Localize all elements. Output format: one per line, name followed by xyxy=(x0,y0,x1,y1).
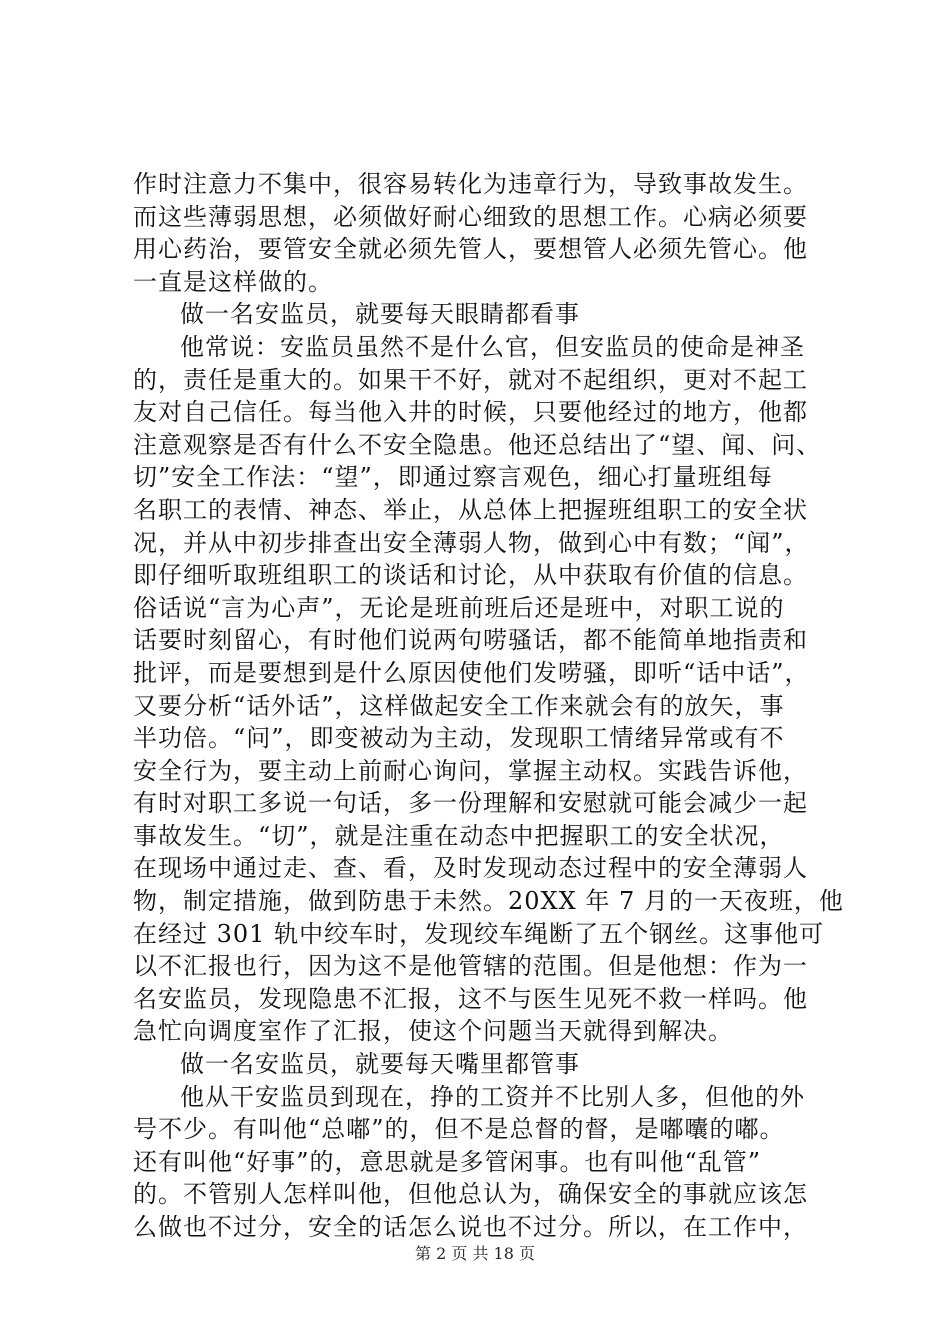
text-line: 名职工的表情、神态、举止，从总体上把握班组职工的安全状 xyxy=(133,495,808,524)
paragraph-start: 他从干安监员到现在，挣的工资并不比别人多，但他的外 xyxy=(180,1082,805,1111)
text-line: 友对自己信任。每当他入井的时候，只要他经过的地方，他都 xyxy=(133,398,808,427)
text-line: 号不少。有叫他“总嘟”的，但不是总督的督，是嘟囔的嘟。 xyxy=(133,1115,785,1144)
text-line: 物，制定措施，做到防患于未然。20XX 年 7 月的一天夜班，他 xyxy=(133,887,844,916)
text-line: 么做也不过分，安全的话怎么说也不过分。所以，在工作中， xyxy=(133,1213,808,1241)
text-line: 批评，而是要想到是什么原因使他们发唠骚，即听“话中话”， xyxy=(133,658,810,687)
text-line: 作时注意力不集中，很容易转化为违章行为，导致事故发生。 xyxy=(133,170,808,198)
text-line: 的。不管别人怎样叫他，但他总认为，确保安全的事就应该怎 xyxy=(133,1180,808,1209)
section-heading: 做一名安监员，就要每天眼睛都看事 xyxy=(180,300,580,329)
paragraph-start: 他常说：安监员虽然不是什么官，但安监员的使命是神圣 xyxy=(180,332,805,361)
body-text xyxy=(133,168,844,1244)
text-line: 安全行为，要主动上前耐心询问，掌握主动权。实践告诉他， xyxy=(133,756,808,785)
text-line: 注意观察是否有什么不安全隐患。他还总结出了“望、闻、问、 xyxy=(133,430,822,459)
text-line: 有时对职工多说一句话，多一份理解和安慰就可能会减少一起 xyxy=(133,789,808,818)
text-line: 名安监员，发现隐患不汇报，这不与医生见死不救一样吗。他 xyxy=(133,984,808,1013)
text-line: 在经过 301 轨中绞车时，发现绞车绳断了五个钢丝。这事他可 xyxy=(133,919,825,948)
text-line: 还有叫他“好事”的，意思就是多管闲事。也有叫他“乱管” xyxy=(133,1147,762,1176)
text-line: 急忙向调度室作了汇报，使这个问题当天就得到解决。 xyxy=(133,1017,733,1046)
text-line: 俗话说“言为心声”，无论是班前班后还是班中，对职工说的 xyxy=(133,593,785,622)
text-line: 在现场中通过走、查、看，及时发现动态过程中的安全薄弱人 xyxy=(133,854,808,883)
text-line: 以不汇报也行，因为这不是他管辖的范围。但是他想：作为一 xyxy=(133,952,808,981)
text-line: 切”安全工作法：“望”，即通过察言观色，细心打量班组每 xyxy=(133,463,773,492)
text-line: 况，并从中初步排查出安全薄弱人物，做到心中有数；“闻”， xyxy=(133,528,810,557)
section-heading: 做一名安监员，就要每天嘴里都管事 xyxy=(180,1050,580,1079)
text-line: 一直是这样做的。 xyxy=(133,267,333,296)
text-line: 而这些薄弱思想，必须做好耐心细致的思想工作。心病必须要 xyxy=(133,202,808,231)
text-line: 即仔细听取班组职工的谈话和讨论，从中获取有价值的信息。 xyxy=(133,561,808,590)
text-line: 又要分析“话外话”，这样做起安全工作来就会有的放矢，事 xyxy=(133,691,785,720)
page-number-footer: 第 2 页 共 18 页 xyxy=(415,1244,535,1263)
text-line: 话要时刻留心，有时他们说两句唠骚话，都不能简单地指责和 xyxy=(133,626,808,655)
text-line: 的，责任是重大的。如果干不好，就对不起组织，更对不起工 xyxy=(133,365,808,394)
text-line: 半功倍。“问”，即变被动为主动，发现职工情绪异常或有不 xyxy=(133,724,785,753)
text-line: 用心药治，要管安全就必须先管人，要想管人必须先管心。他 xyxy=(133,235,808,264)
text-line: 事故发生。“切”，就是注重在动态中把握职工的安全状况， xyxy=(133,821,785,850)
